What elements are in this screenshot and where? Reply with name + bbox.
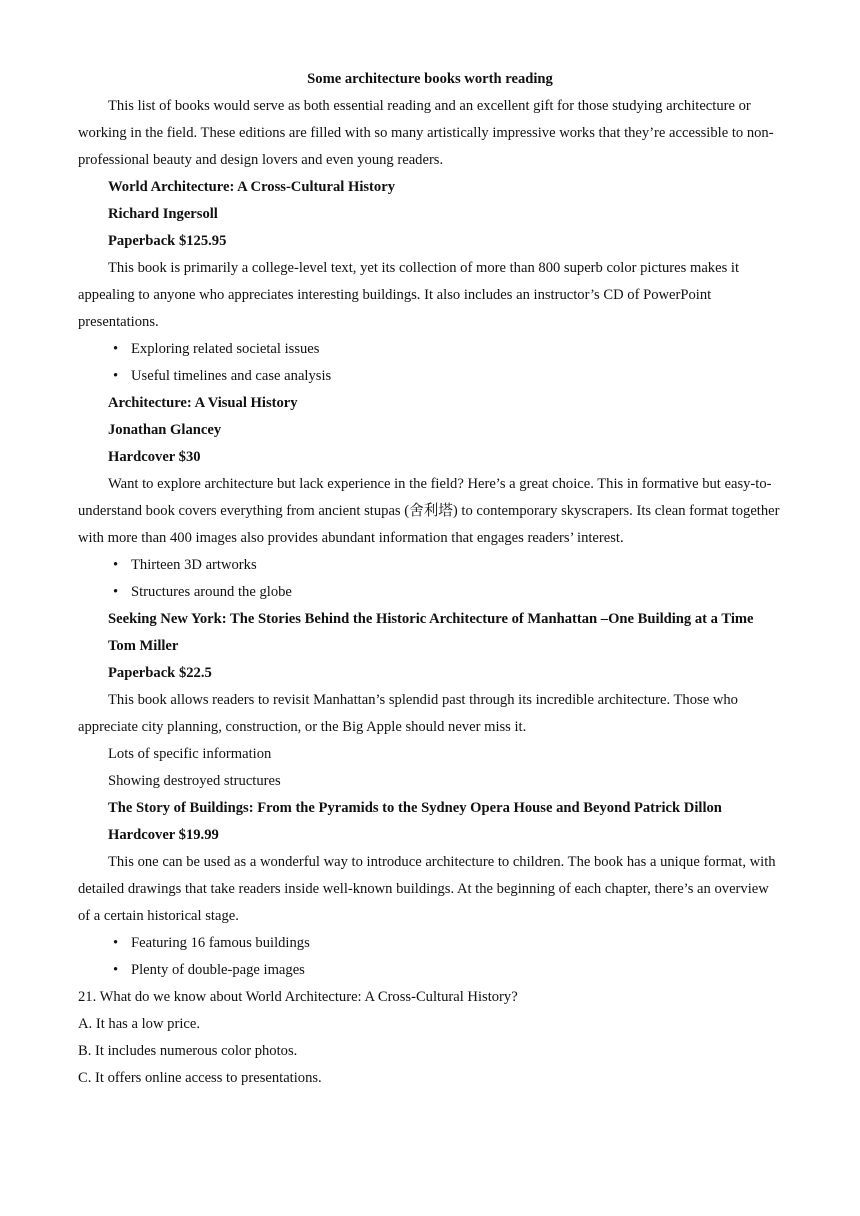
question-option-a: A. It has a low price. (78, 1016, 200, 1032)
question-option-b: B. It includes numerous color photos. (78, 1043, 298, 1059)
question-stem: 21. What do we know about World Architecture: A Cross-Cultural History? (78, 989, 518, 1005)
feature-text: Structures around the globe (131, 584, 292, 600)
document-content (78, 66, 782, 1092)
book-2-format-price: Hardcover $30 (108, 449, 201, 465)
book-2-author: Jonathan Glancey (108, 422, 222, 438)
book-3-feature-2: Showing destroyed structures (108, 773, 281, 789)
bullet-icon: • (113, 368, 119, 384)
intro-paragraph: This list of books would serve as both essential reading and an excellent gift for those studying architecture or working in the field. These editions are filled with so many artistically impressive works that they’re accessible to non-professional beauty and design lovers and even young readers. (78, 98, 774, 168)
book-2-title: Architecture: A Visual History (108, 395, 298, 411)
book-4-description: This one can be used as a wonderful way to introduce architecture to children. The book has a unique format, with detailed drawings that take readers inside well-known buildings. At the beginning of each chapter, there’s an overview of a certain historical stage. (78, 854, 776, 924)
book-3-title: Seeking New York: The Stories Behind the Historic Architecture of Manhattan –One Building at a Time (108, 611, 754, 627)
book-2-description: Want to explore architecture but lack experience in the field? Here’s a great choice. This in formative but easy-to-understand book covers everything from ancient stupas (舍利塔) to contemporary skyscrapers. Its clean format together with more than 400 images also provides abundant information that engages readers’ interest. (78, 476, 780, 546)
question-option-c: C. It offers online access to presentations. (78, 1070, 322, 1086)
bullet-icon: • (113, 962, 119, 978)
bullet-icon: • (113, 584, 119, 600)
book-1-feature-2 (78, 363, 782, 390)
bullet-icon: • (113, 935, 119, 951)
feature-text: Exploring related societal issues (131, 341, 320, 357)
book-4-title-author: The Story of Buildings: From the Pyramids to the Sydney Opera House and Beyond Patrick Dillon (108, 800, 722, 816)
book-4-format-price: Hardcover $19.99 (108, 827, 219, 843)
book-4-feature-2 (78, 957, 782, 984)
document-title: Some architecture books worth reading (307, 71, 553, 87)
bullet-icon: • (113, 341, 119, 357)
bullet-icon: • (113, 557, 119, 573)
book-3-format-price: Paperback $22.5 (108, 665, 212, 681)
feature-text: Thirteen 3D artworks (131, 557, 257, 573)
book-3-author: Tom Miller (108, 638, 179, 654)
feature-text: Plenty of double-page images (131, 962, 305, 978)
book-2-feature-1 (78, 552, 782, 579)
book-3-description: This book allows readers to revisit Manhattan’s splendid past through its incredible architecture. Those who appreciate city planning, construction, or the Big Apple should never miss it. (78, 692, 738, 735)
book-1-format-price: Paperback $125.95 (108, 233, 227, 249)
book-1-title: World Architecture: A Cross-Cultural History (108, 179, 395, 195)
feature-text: Useful timelines and case analysis (131, 368, 332, 384)
book-3-feature-1: Lots of specific information (108, 746, 272, 762)
book-1-author: Richard Ingersoll (108, 206, 218, 222)
book-1-description: This book is primarily a college-level text, yet its collection of more than 800 superb color pictures makes it appealing to anyone who appreciates interesting buildings. It also includes an instructor’s CD of PowerPoint presentations. (78, 260, 740, 330)
book-4-feature-1 (78, 930, 782, 957)
book-1-feature-1 (78, 336, 782, 363)
feature-text: Featuring 16 famous buildings (131, 935, 310, 951)
book-2-feature-2 (78, 579, 782, 606)
